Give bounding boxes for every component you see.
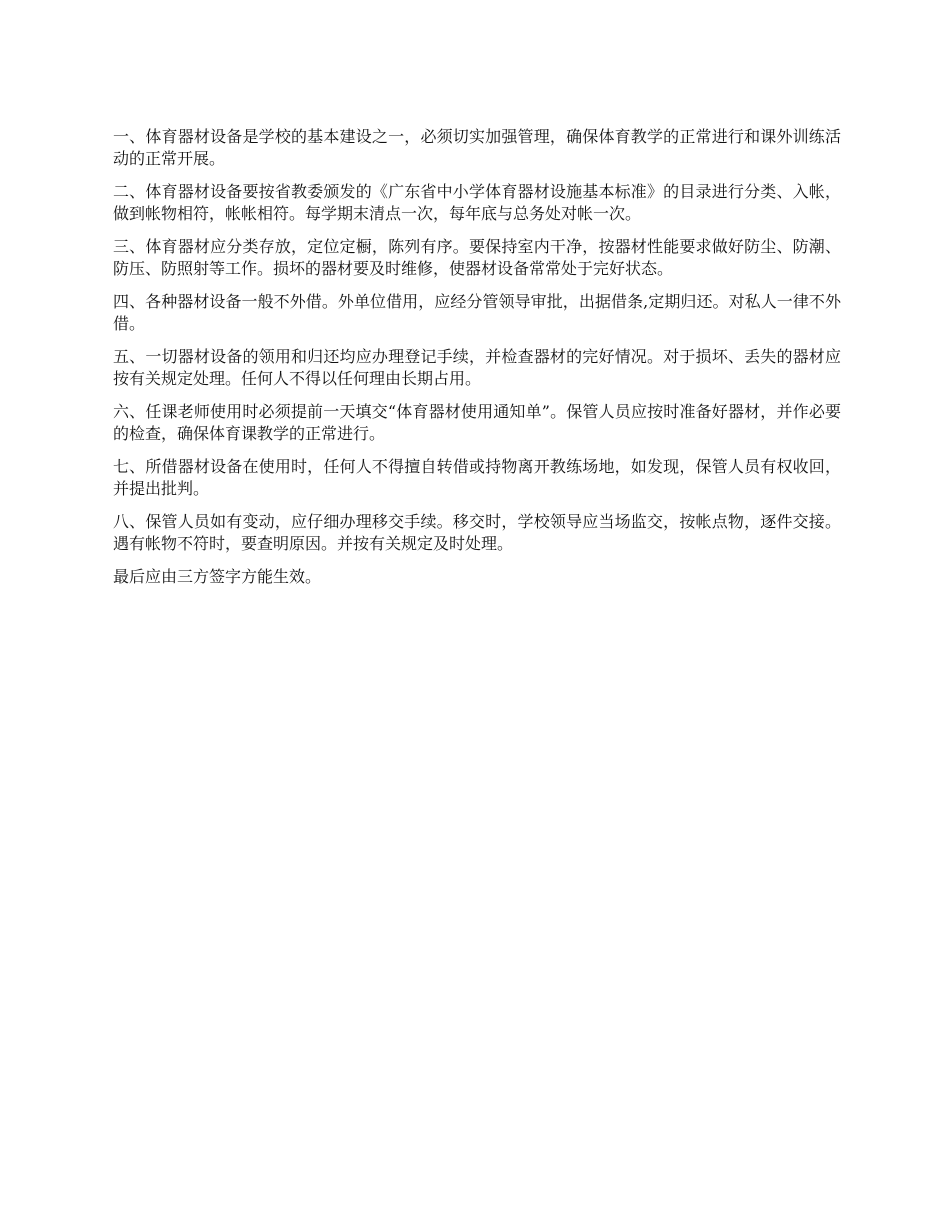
- paragraph-3: 三、体育器材应分类存放，定位定橱，陈列有序。要保持室内干净，按器材性能要求做好防尘、防潮、防压、防照射等工作。损坏的器材要及时维修，使器材设备常常处于完好状态。: [113, 237, 841, 278]
- paragraph-5: 五、一切器材设备的领用和归还均应办理登记手续，并检查器材的完好情况。对于损坏、丢失的器材应按有关规定处理。任何人不得以任何理由长期占用。: [113, 347, 841, 388]
- paragraph-1: 一、体育器材设备是学校的基本建设之一，必须切实加强管理，确保体育教学的正常进行和课外训练活动的正常开展。: [113, 127, 841, 168]
- paragraph-4: 四、各种器材设备一般不外借。外单位借用，应经分管领导审批，出据借条,定期归还。对私人一律不外借。: [113, 292, 841, 333]
- paragraph-8: 八、保管人员如有变动，应仔细办理移交手续。移交时，学校领导应当场监交，按帐点物，逐件交接。遇有帐物不符时，要查明原因。并按有关规定及时处理。: [113, 512, 841, 553]
- paragraph-2: 二、体育器材设备要按省教委颁发的《广东省中小学体育器材设施基本标准》的目录进行分类、入帐，做到帐物相符，帐帐相符。每学期末清点一次，每年底与总务处对帐一次。: [113, 182, 841, 223]
- paragraph-7: 七、所借器材设备在使用时，任何人不得擅自转借或持物离开教练场地，如发现，保管人员有权收回，并提出批判。: [113, 457, 841, 498]
- paragraph-9: 最后应由三方签字方能生效。: [113, 567, 322, 586]
- document-body: [113, 126, 841, 599]
- paragraph-6: 六、任课老师使用时必须提前一天填交“体育器材使用通知单”。保管人员应按时准备好器材，并作必要的检查，确保体育课教学的正常进行。: [113, 402, 841, 443]
